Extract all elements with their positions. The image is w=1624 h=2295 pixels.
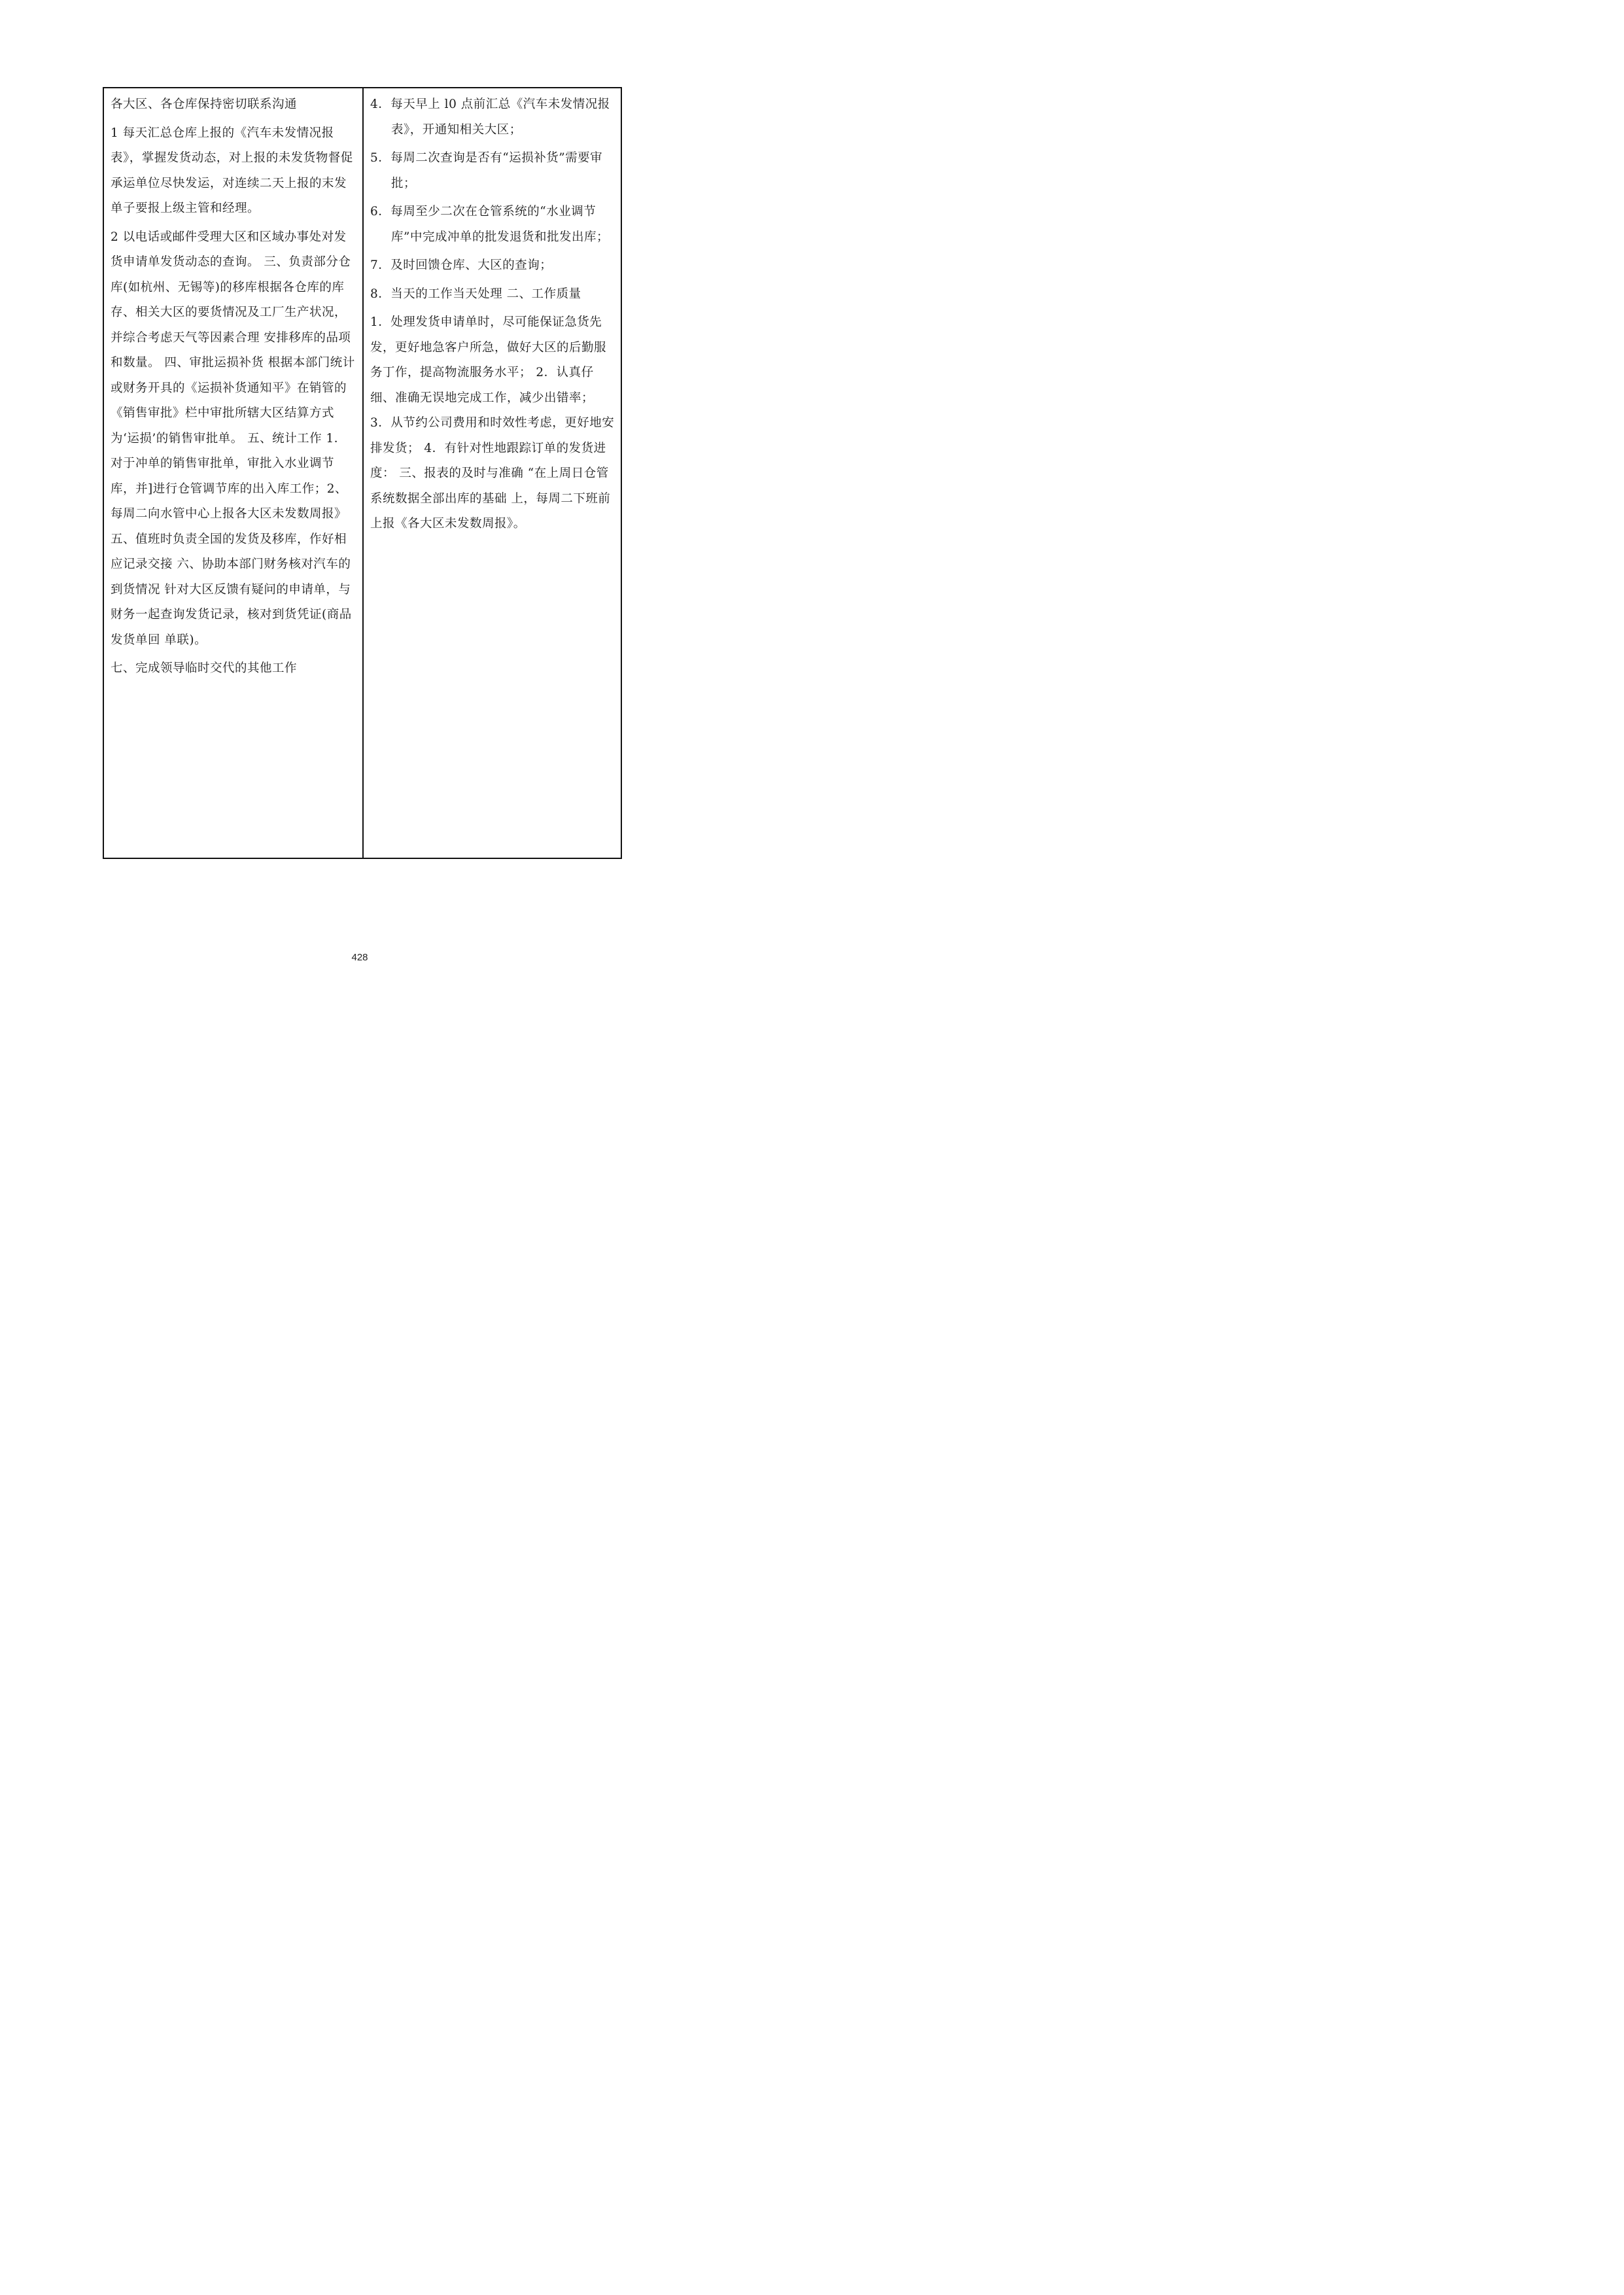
right-item-7: 7．及时回馈仓库、大区的查询；: [370, 258, 553, 272]
duty-table: [103, 87, 622, 859]
right-item-8: 8．当天的工作当天处理 二、工作质量: [370, 287, 581, 301]
left-paragraph-4: 七、完成领导临时交代的其他工作: [111, 661, 298, 675]
right-item-4: 4．每天早上 l0 点前汇总《汽车未发情况报表》，开通知相关大区；: [370, 97, 610, 137]
page-number: 428: [351, 952, 368, 963]
right-column: [364, 88, 621, 858]
right-item-6: 6．每周至少二次在仓管系统的“水业调节库”中完成冲单的批发退货和批发出库；: [370, 205, 609, 244]
left-column: [104, 88, 364, 858]
right-paragraph-quality: 1．处理发货申请单时，尽可能保证急货先发，更好地急客户所急，做好大区的后勤服务丁作，提高物流服务水平； 2．认真仔细、准确无误地完成工作，减少出错率； 3．从节约公司费用和时效性考虑，更好地安排发货； 4．有针对性地跟踪订单的发货进度： 三、报表的及时与准确 “在上周日仓管系统数据全部出库的基础 上，每周二下班前上报《各大区未发数周报》。: [370, 315, 615, 531]
left-paragraph-1: 各大区、各仓库保持密切联系沟通: [111, 97, 298, 111]
right-item-5: 5．每周二次查询是否有“运损补货”需要审批；: [370, 151, 603, 190]
left-paragraph-3: 2 以电话或邮件受理大区和区域办事处对发货申请单发货动态的查询。 三、负责部分仓库(如杭州、无锡等)的移库根据各仓库的库存、相关大区的要货情况及工厂生产状况，并综合考虑天气等因素合理 安排移库的品项和数量。 四、审批运损补货 根据本部门统计或财务开具的《运损补货通知平》在销管的《销售审批》栏中审批所辖大区结算方式为‘运损’的销售审批单。 五、统计工作 1．对于冲单的销售审批单，审批入水业调节库，并]进行仓管调节库的出入库工作；2、每周二向水管中心上报各大区未发数周报》 五、值班时负责全国的发货及移库，作好相 应记录交接 六、协助本部门财务核对汽车的到货情况 针对大区反馈有疑问的申请单，与财务一起查询发货记录，核对到货凭证(商品发货单回 单联)。: [111, 230, 355, 647]
left-paragraph-2: 1 每天汇总仓库上报的《汽车未发情况报表》，掌握发货动态，对上报的未发货物督促承运单位尽快发运，对连续二天上报的末发单子要报上级主管和经理。: [111, 126, 353, 215]
